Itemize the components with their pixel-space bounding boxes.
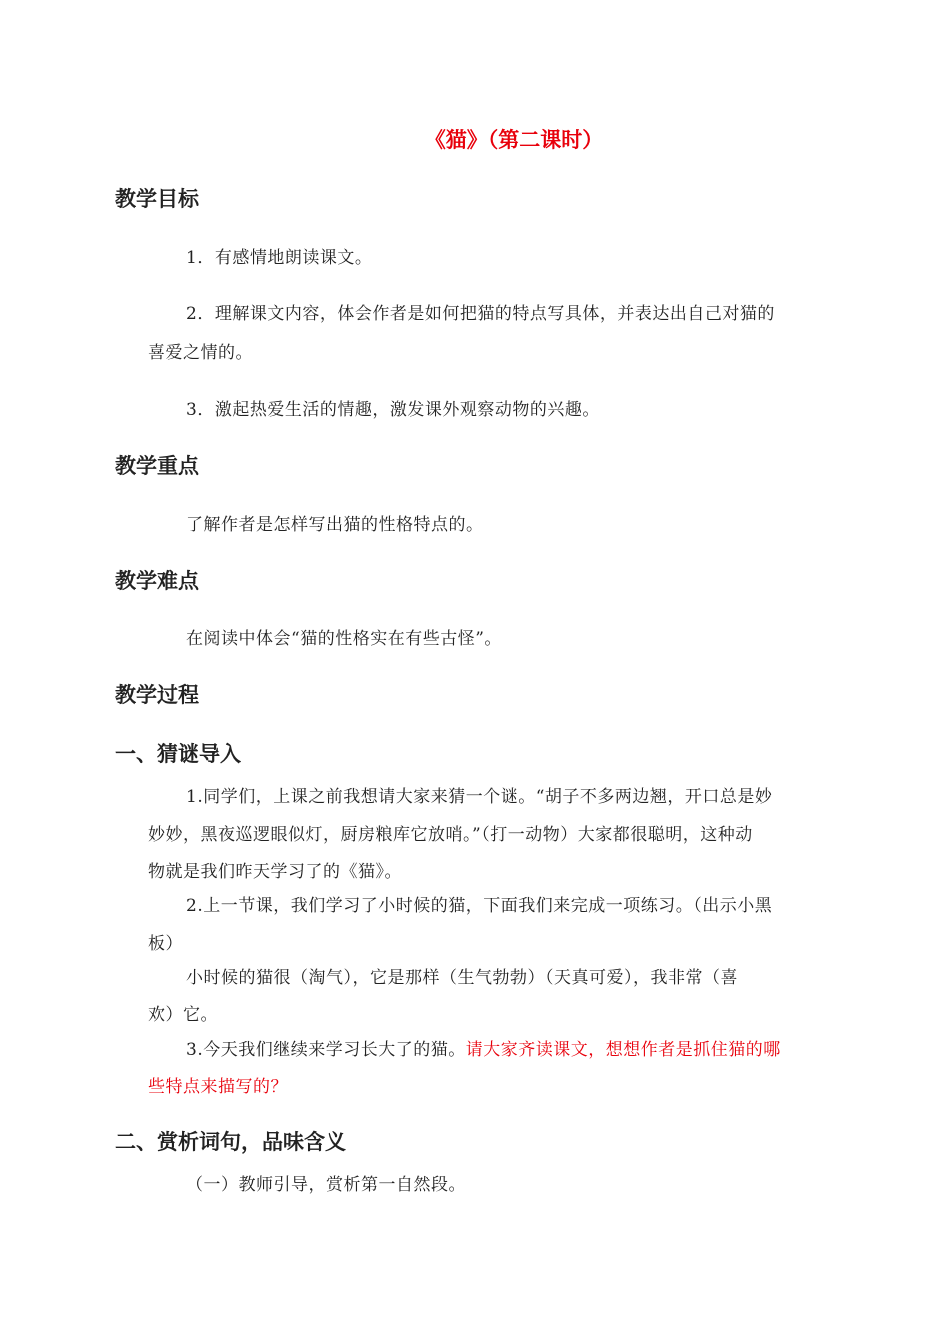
key-point-text: 了解作者是怎样写出猫的性格特点的。 [186, 515, 484, 535]
section-1-paragraph-3-line-1: 小时候的猫很（淘气），它是那样（生气勃勃）（天真可爱），我非常（喜 [186, 968, 738, 988]
section-1-heading: 一、猜谜导入 [115, 742, 241, 766]
goal-item-2-line-2: 喜爱之情的。 [148, 343, 253, 363]
section-1-paragraph-4-line-1 [186, 1035, 781, 1060]
section-2-heading: 二、赏析词句，品味含义 [115, 1130, 346, 1154]
section-1-paragraph-2-line-1: 2.上一节课，我们学习了小时候的猫，下面我们来完成一项练习。（出示小黑 [186, 896, 773, 916]
section-1-paragraph-4-intro: 3.今天我们继续来学习长大了的猫。 [186, 1040, 466, 1060]
difficulty-heading: 教学难点 [115, 569, 199, 593]
difficulty-text: 在阅读中体会“猫的性格实在有些古怪”。 [186, 629, 502, 649]
document-title: 《猫》（第二课时） [424, 128, 604, 152]
section-1-paragraph-4-line-2: 些特点来描写的？ [148, 1077, 288, 1097]
section-1-paragraph-1-line-1: 1.同学们，上课之前我想请大家来猜一个谜。“胡子不多两边翘，开口总是妙 [186, 787, 773, 807]
section-2-subsection-1: （一）教师引导，赏析第一自然段。 [186, 1175, 466, 1195]
goals-heading: 教学目标 [115, 187, 199, 211]
section-1-paragraph-3-line-2: 欢）它。 [148, 1005, 218, 1025]
goal-item-1: 1．有感情地朗读课文。 [186, 248, 373, 268]
goal-item-3: 3．激起热爱生活的情趣，激发课外观察动物的兴趣。 [186, 400, 600, 420]
section-1-paragraph-2-line-2: 板） [148, 934, 183, 954]
section-1-paragraph-4-question: 请大家齐读课文，想想作者是抓住猫的哪 [465, 1040, 781, 1060]
section-1-paragraph-1-line-2: 妙妙，黑夜巡逻眼似灯，厨房粮库它放哨。”（打一动物）大家都很聪明，这种动 [148, 825, 753, 845]
goal-item-2-line-1: 2．理解课文内容，体会作者是如何把猫的特点写具体，并表达出自己对猫的 [186, 304, 775, 324]
key-point-heading: 教学重点 [115, 454, 199, 478]
process-heading: 教学过程 [115, 683, 199, 707]
section-1-paragraph-1-line-3: 物就是我们昨天学习了的《猫》。 [148, 862, 402, 882]
